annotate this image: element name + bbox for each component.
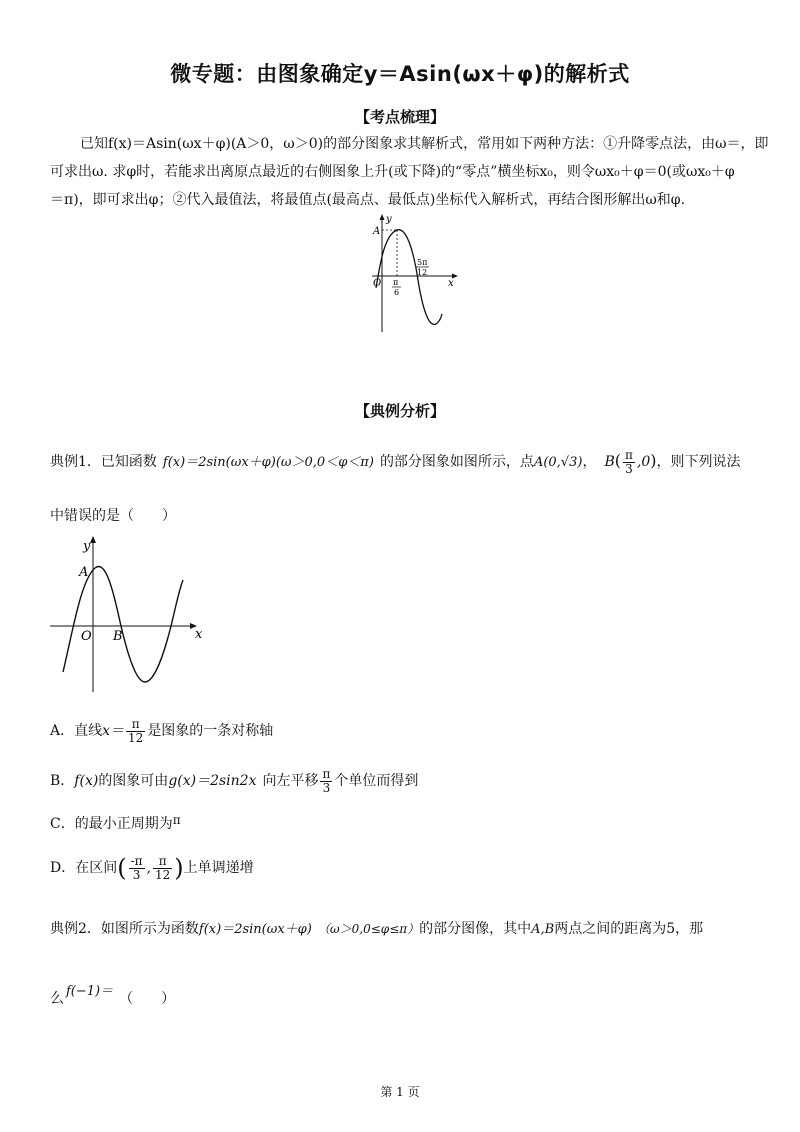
option-A[interactable]: [50, 716, 273, 746]
option-B-math2: g(x)＝2sin2x: [168, 773, 257, 789]
option-B-mid2: 向左平移: [262, 773, 319, 789]
example2-mid: 的部分图像，其中: [419, 921, 532, 937]
graph1-label-x: x: [448, 278, 454, 289]
graph2-curve: [63, 566, 183, 682]
graph2-label-A: A: [79, 565, 89, 580]
example2-function: f(x)＝2sin(ωx＋φ): [198, 922, 312, 937]
example2-points: A,B: [531, 922, 555, 937]
graph1-label-A: A: [373, 226, 381, 237]
graph1-label-5pi12-den: 12: [417, 268, 428, 277]
graph1-label-5pi12-num: 5π: [417, 258, 428, 267]
option-D-fraction-1: $\frac{-\pi}{3}$: [130, 853, 143, 882]
graph1-y-arrow: [380, 214, 385, 220]
option-B-math1: f(x): [74, 773, 99, 789]
graph1-label-O: O: [373, 278, 382, 289]
example1-prefix: 典例1．已知函数: [50, 454, 157, 470]
example2-stem: [50, 915, 703, 944]
example1-point-B-y: ,0: [636, 454, 651, 470]
example1-stem: 典例1．已知函数 f(x)＝2sin(ωx＋φ)(ω＞0,0＜φ＜π) 的部分图象如图所示，点A(0,√3)， B( $\frac{\pi}{3}$ ,0)，则下列说法: [50, 447, 741, 476]
option-B-text: 个单位而得到: [334, 773, 419, 789]
example1-point-B-label: B: [604, 454, 615, 470]
graph2-label-x: x: [195, 627, 203, 642]
example1-function: f(x)＝2sin(ωx＋φ)(ω＞0,0＜φ＜π): [162, 455, 374, 470]
option-A-text: 是图象的一条对称轴: [147, 723, 274, 739]
option-D-fraction-2: $\frac{\pi}{12}$: [155, 853, 171, 882]
section-heading-examples: 【典例分析】: [354, 402, 445, 420]
example2-condition: （ω＞0,0≤φ≤π）: [317, 922, 420, 936]
example2-line2-prefix: 么: [50, 991, 64, 1007]
example1-suffix: ，则下列说法: [656, 454, 741, 470]
graph1-label-pi6-num: π: [393, 278, 399, 287]
graph1-curve: [376, 230, 442, 325]
example1-comma: ，: [582, 454, 597, 470]
page-title: 微专题：由图象确定y＝Asin(ωx＋φ)的解析式: [170, 62, 630, 86]
option-A-fraction: $\frac{\pi}{12}$: [128, 716, 144, 745]
example2-line2-blank: （ ）: [119, 991, 176, 1007]
option-C-math: π: [172, 813, 181, 827]
option-D-text: 上单调递增: [183, 860, 254, 876]
example2-prefix: 典例2．如图所示为函数: [50, 921, 199, 937]
example1-sine-graph: [45, 530, 220, 698]
option-C-text: C．的最小正周期为: [50, 816, 173, 832]
example1-mid: 的部分图象如图所示，点: [379, 454, 534, 470]
intro-line-2: 可求出ω. 求φ时，若能求出离原点最近的右侧图象上升(或下降)的“零点”横坐标x₀，则令ωx₀＋φ＝0(或ωx₀＋φ: [50, 164, 735, 180]
option-C[interactable]: [50, 808, 181, 836]
example2-question: [50, 978, 175, 1013]
example2-line2-math: f(−1)＝: [66, 984, 114, 999]
section-heading-review: 【考点梳理】: [354, 108, 445, 126]
example1-question: 中错误的是（ ）: [50, 508, 176, 524]
option-B[interactable]: [50, 766, 418, 796]
option-D-prefix: D．在区间: [50, 860, 118, 876]
intro-line-1: 已知f(x)＝Asin(ωx＋φ)(A＞0，ω＞0)的部分图象求其解析式，常用如下两种方法：①升降零点法，由ω＝，即: [80, 136, 769, 152]
option-B-prefix: B．: [50, 773, 75, 789]
example2-suffix: 两点之间的距离为5，那: [554, 921, 704, 937]
option-B-fraction: $\frac{\pi}{3}$: [322, 766, 331, 795]
graph1-label-y: y: [386, 214, 392, 225]
example1-point-A: A(0,√3): [533, 455, 583, 470]
graph2-y-arrow: [90, 536, 96, 543]
graph2-label-O: O: [81, 629, 92, 644]
option-D[interactable]: D．在区间( $\frac{-\pi}{3}$ , $\frac{\pi}{12}$ )上单调递增: [50, 853, 254, 882]
graph2-label-B: B: [113, 629, 123, 644]
graph2-label-y: y: [83, 539, 91, 554]
graph1-label-pi6-den: 6: [394, 288, 400, 297]
option-A-math: x＝: [102, 723, 125, 739]
option-A-prefix: A．直线: [50, 723, 103, 739]
example1-point-B-fraction: $\frac{\pi}{3}$: [624, 447, 633, 476]
option-B-mid1: 的图象可由: [98, 773, 169, 789]
intro-line-3: ＝π)，即可求出φ；②代入最值法，将最值点(最高点、最低点)坐标代入解析式，再结合图形解出ω和φ.: [50, 192, 686, 208]
intro-sine-graph: [360, 210, 470, 335]
page-number: 第 1 页: [380, 1085, 420, 1099]
